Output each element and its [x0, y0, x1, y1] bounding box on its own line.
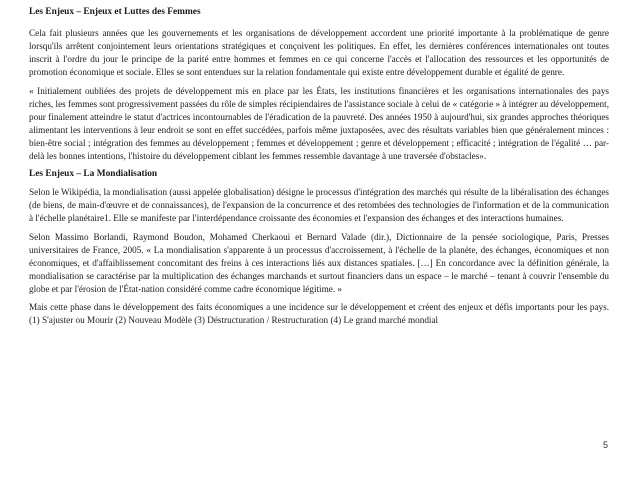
document-page [29, 6, 609, 327]
section-heading-globalisation: Les Enjeux – La Mondialisation [29, 169, 158, 179]
section-heading-women: Les Enjeux – Enjeux et Luttes des Femmes [29, 7, 201, 17]
paragraph-gender-priority: Cela fait plusieurs années que les gouvernements et les organisations de développement accordent une priorité importante à la problématique de genre lorsqu'ils arrêtent conjointement leurs orientations stratégiques et conçoivent les politiques. En effet, les dernières conférences internationales ont toutes inscrit à l'ordre du jour le principe de la parité entre hommes et femmes en ce qui concerne l'accès et l'allocation des ressources et les opportunités de promotion économique et sociale. Elles se sont entendues sur la relation fondamentale qui existe entre développement durable et égalité de genre. [29, 28, 609, 77]
paragraph-challenges-list: Mais cette phase dans le développement des faits économiques a une incidence sur le développement et créent des enjeux et défis importants pour les pays. (1) S'ajuster ou Mourir (2) Nouveau Modèle (3) Déstructuration / Restructuration (4) Le grand marché mondial [29, 302, 609, 325]
paragraph-borlandi-definition: Selon Massimo Borlandi, Raymond Boudon, Mohamed Cherkaoui et Bernard Valade (dir.), Dictionnaire de la pensée sociologique, Paris, Presses universitaires de France, 2005. « La mondialisation s'apparente à un processus d'accroissement, à l'échelle de la planète, des échanges, économiques et non économiques, et d'affaiblissement concomitant des freins à ces interactions liés aux distances spatiales. […] En concordance avec la définition générale, la mondialisation se caractérise par la multiplication des échanges marchands et surtout financiers dans un espace – le marché – tenant à couvrir l'ensemble du globe et par l'érosion de l'État-nation considéré comme cadre économique légitime. » [29, 232, 609, 294]
paragraph-wikipedia-definition: Selon le Wikipédia, la mondialisation (aussi appelée globalisation) désigne le processus d'intégration des marchés qui résulte de la libéralisation des échanges (de biens, de main-d'œuvre et de connaissances), de l'expansion de la concurrence et des retombées des technologies de l'information et de la communication à l'échelle planétaire1. Elle se manifeste par l'interdépendance croissante des économies et l'expansion des échanges et des interactions humaines. [29, 187, 609, 223]
paragraph-women-development-quote: « Initialement oubliées des projets de développement mis en place par les États, les institutions financières et les organisations internationales des pays riches, les femmes sont progressivement passées du rôle de simples récipiendaires de l'assistance sociale à celui de « catégorie » à intégrer au développement, pour finalement atteindre le statut d'actrices incontournables de l'éradication de la pauvreté. Des années 1950 à aujourd'hui, six grandes approches théoriques alimentant les interventions à leur endroit se sont en effet succédées, parfois même juxtaposées, avec des résultats variables bien que généralement minces : bien-être social ; intégration des femmes au développement ; femmes et développement ; genre et développement ; efficacité ; intégration de l'égalité … par-delà les bonnes intentions, l'histoire du développement ciblant les femmes ressemble davantage à une traversée d'obstacles». [29, 86, 610, 161]
page-number: 5 [602, 440, 608, 450]
